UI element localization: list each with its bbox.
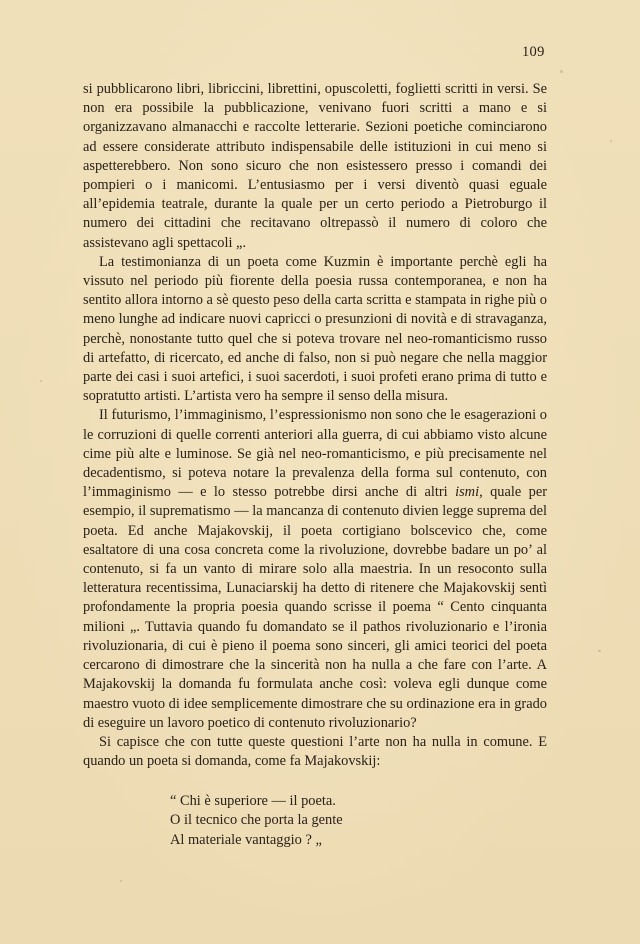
poem-line-3: Al materiale vantaggio ? „ xyxy=(170,831,322,848)
paragraph-1: si pubblicarono libri, libriccini, librettini, opuscoletti, foglietti scritti in versi. Se non era possibile la pubblicazione, venivano fuori scritti a mano e si organizzavano almanacchi e raccolte letterarie. Sezioni poetiche cominciarono ad essere considerate attributo indispensabile delle istituzioni in cui meno si aspetterebbero. Non sono sicuro che non esistessero presso i comandi dei pompieri o i manicomi. L’entusiasmo per i versi diventò quasi eguale all’epidemia teatrale, durante la quale per un certo periodo a Pietroburgo il numero dei cittadini che recitavano oltrepassò il numero di coloro che assistevano agli spettacoli „. xyxy=(83,81,547,251)
paper-speck xyxy=(610,140,612,142)
paragraph-3-text-start: Il futurismo, l’immaginismo, l’espressionismo non sono che le esagerazioni o le corruzioni di quelle correnti anteriori alla guerra, di cui abbiamo visto alcune cime più alte e luminose. Se già nel neo-romanticismo, e più precisamente nel decadentismo, si poteva notare la prevalenza della forma sul contenuto, con l’immaginismo — e lo stesso potrebbe dirsi anche di altri xyxy=(83,407,547,501)
paper-speck xyxy=(40,380,42,382)
paper-speck xyxy=(560,70,563,73)
poem-line-1: “ Chi è superiore — il poeta. xyxy=(170,793,336,809)
page-number: 109 xyxy=(522,44,545,60)
paper-speck xyxy=(598,650,601,652)
paragraph-4: Si capisce che con tutte queste questioni l’arte non ha nulla in comune. E quando un poeta si domanda, come fa Majakovskij: xyxy=(83,733,547,770)
body-text xyxy=(83,80,547,771)
poem-quote xyxy=(170,792,343,850)
poem-line-2: O il tecnico che porta la gente xyxy=(170,812,343,829)
paragraph-2: La testimonianza di un poeta come Kuzmin è importante perchè egli ha vissuto nel periodo più fiorente della poesia russa contemporanea, e non ha sentito allora intorno a sè questo peso della carta scritta e stampata in righe più o meno lunghe ad indicare nuovi capricci o presunzioni di novità e di stravaganza, perchè, nonostante tutto quel che si poteva trovare nel neo-romanticismo russo di artefatto, di ricercato, ed anche di falso, non si può negare che nella maggior parte dei casi i suoi artefici, i suoi sacerdoti, i suoi profeti erano prima di tutto e sopratutto artisti. L’artista vero ha sempre il senso della misura. xyxy=(83,253,547,405)
paragraph-3-italic-word: ismi, xyxy=(455,484,483,501)
paragraph-3-text-end: quale per esempio, il suprematismo — la mancanza di contenuto divien legge suprema del poeta. Ed anche Majakovskij, il poeta cortigiano bolscevico che, come esaltatore di una cosa concreta come la rivoluzione, dovrebbe badare un po’ al contenuto, si fa un vanto di mirare solo alla maestria. In un resoconto sulla letteratura recentissima, Lunaciarskij ha detto di ritenere che Majakovskij sentì profondamente la propria poesia quando scrisse il poema “ Cento cinquanta milioni „. Tuttavia quando fu domandato se il pathos rivoluzionario e l’ironia rivoluzionaria, di cui è pieno il poema sono sinceri, gli amici teorici del poeta cercarono di dimostrare che la sincerità non ha nulla a che fare con l’arte. A Majakovskij la domanda fu formulata anche così: voleva egli dunque come maestro vuoto di idee semplicemente dimostrare che su ordinazione era in grado di eseguire un lavoro poetico di contenuto rivoluzionario? xyxy=(83,484,547,731)
paragraph-3 xyxy=(83,406,547,732)
paper-speck xyxy=(120,880,122,882)
